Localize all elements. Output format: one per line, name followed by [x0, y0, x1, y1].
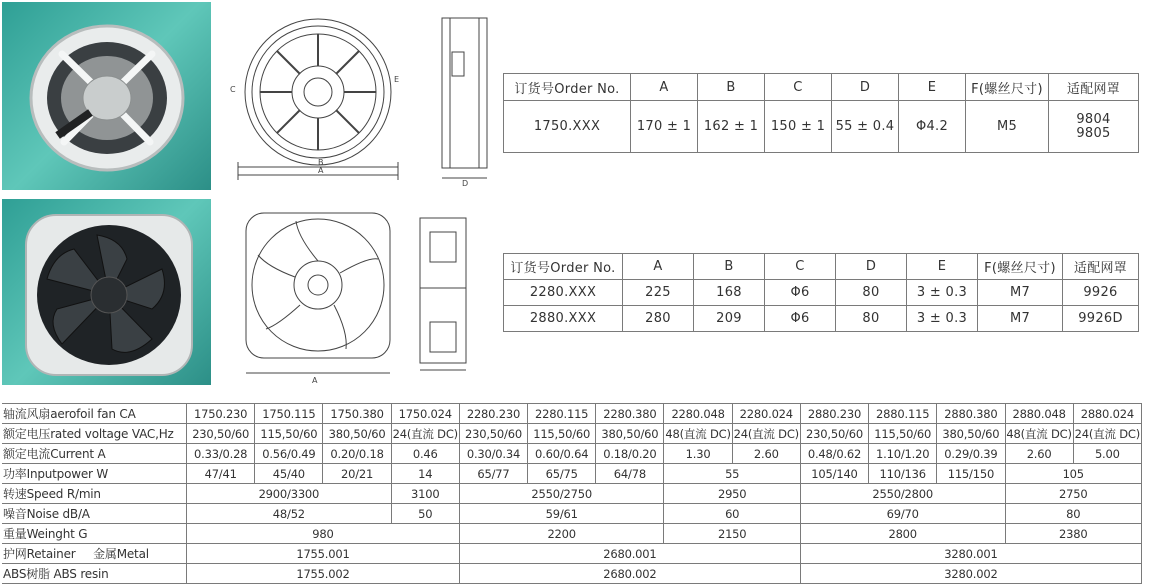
row-label: 轴流风扇aerofoil fan CA [2, 404, 187, 424]
dimension-table-2280-2880 [503, 253, 1139, 332]
header-a: A [623, 254, 694, 280]
retainer-cell: 3280.001 [800, 544, 1141, 564]
power-cell: 105/140 [800, 464, 868, 484]
table-cell: 150 ± 1 [765, 101, 832, 153]
header-f: F(螺丝尺寸) [978, 254, 1063, 280]
row-speed [2, 484, 1142, 504]
current-cell: 0.30/0.34 [459, 444, 527, 464]
table-cell: 3 ± 0.3 [907, 280, 978, 306]
table-cell: Φ4.2 [899, 101, 966, 153]
table-cell: 280 [623, 306, 694, 332]
header-c: C [765, 74, 832, 101]
current-cell: 0.46 [391, 444, 459, 464]
current-cell: 2.60 [732, 444, 800, 464]
model-cell: 2280.024 [732, 404, 800, 424]
model-cell: 2880.115 [869, 404, 937, 424]
model-cell: 2880.024 [1073, 404, 1141, 424]
table-cell: 170 ± 1 [631, 101, 698, 153]
row-voltage [2, 424, 1142, 444]
weight-cell: 2200 [459, 524, 664, 544]
header-d: D [832, 74, 899, 101]
speed-cell: 2950 [664, 484, 800, 504]
row-weight [2, 524, 1142, 544]
product-photo-1750 [2, 2, 211, 190]
current-cell: 0.18/0.20 [596, 444, 664, 464]
row-label: 转速Speed R/min [2, 484, 187, 504]
retainer-metal-label: 金属Metal [93, 546, 149, 561]
table-cell: 162 ± 1 [698, 101, 765, 153]
voltage-cell: 380,50/60 [937, 424, 1005, 444]
fan-1750-side-drawing [432, 12, 497, 187]
dimension-table-1750 [503, 73, 1139, 153]
row-noise [2, 504, 1142, 524]
row-label: 噪音Noise dB/A [2, 504, 187, 524]
abs-cell: 3280.002 [800, 564, 1141, 584]
power-cell: 105 [1005, 464, 1142, 484]
model-cell: 2880.048 [1005, 404, 1073, 424]
row-label: 额定电压rated voltage VAC,Hz [2, 424, 187, 444]
guard-value: 9805 [1076, 125, 1111, 141]
header-guard: 适配网罩 [1063, 254, 1139, 280]
voltage-cell: 24(直流 DC) [391, 424, 459, 444]
fan-1750-front-drawing [218, 12, 413, 187]
model-cell: 2280.380 [596, 404, 664, 424]
speed-cell: 3100 [391, 484, 459, 504]
row-label: 功率Inputpower W [2, 464, 187, 484]
table-cell: 55 ± 0.4 [832, 101, 899, 153]
dim-label-a2: A [312, 376, 318, 385]
table-cell: 2880.XXX [504, 306, 623, 332]
table-cell [1049, 101, 1139, 153]
table-cell: 168 [694, 280, 765, 306]
power-cell: 47/41 [187, 464, 255, 484]
current-cell: 5.00 [1073, 444, 1141, 464]
abs-cell: 1755.002 [187, 564, 460, 584]
row-label: 额定电流Current A [2, 444, 187, 464]
current-cell: 1.30 [664, 444, 732, 464]
dim-label-c: C [230, 85, 236, 94]
current-cell: 2.60 [1005, 444, 1073, 464]
table-cell: 1750.XXX [504, 101, 631, 153]
retainer-cell: 2680.001 [459, 544, 800, 564]
power-cell: 14 [391, 464, 459, 484]
spec-table [2, 403, 1142, 584]
power-cell: 64/78 [596, 464, 664, 484]
retainer-label: 护网Retainer [3, 546, 76, 561]
dim-label-d: D [462, 179, 469, 187]
row-label: ABS树脂 ABS resin [2, 564, 187, 584]
noise-cell: 60 [664, 504, 800, 524]
model-cell: 2880.230 [800, 404, 868, 424]
header-f: F(螺丝尺寸) [966, 74, 1049, 101]
weight-cell: 980 [187, 524, 460, 544]
model-cell: 2280.115 [528, 404, 596, 424]
row-power [2, 464, 1142, 484]
weight-cell: 2150 [664, 524, 800, 544]
voltage-cell: 230,50/60 [187, 424, 255, 444]
header-order-no: 订货号Order No. [504, 254, 623, 280]
table-cell: 80 [836, 306, 907, 332]
row-label: 重量Weinght G [2, 524, 187, 544]
header-c: C [765, 254, 836, 280]
voltage-cell: 115,50/60 [528, 424, 596, 444]
guard-value: 9804 [1076, 111, 1111, 127]
voltage-cell: 24(直流 DC) [732, 424, 800, 444]
power-cell: 45/40 [255, 464, 323, 484]
power-cell: 65/77 [459, 464, 527, 484]
voltage-cell: 115,50/60 [869, 424, 937, 444]
model-cell: 1750.380 [323, 404, 391, 424]
table-cell: 9926 [1063, 280, 1139, 306]
voltage-cell: 115,50/60 [255, 424, 323, 444]
power-cell: 55 [664, 464, 800, 484]
power-cell: 110/136 [869, 464, 937, 484]
speed-cell: 2550/2750 [459, 484, 664, 504]
header-e: E [899, 74, 966, 101]
dim-label-a: A [318, 166, 324, 175]
row-current [2, 444, 1142, 464]
row-abs [2, 564, 1142, 584]
product-photo-2280 [2, 199, 211, 385]
table-cell: Φ6 [765, 306, 836, 332]
noise-cell: 80 [1005, 504, 1142, 524]
table-cell: M7 [978, 306, 1063, 332]
model-cell: 1750.024 [391, 404, 459, 424]
fan-2280-side-drawing [412, 212, 474, 377]
row-model [2, 404, 1142, 424]
speed-cell: 2900/3300 [187, 484, 392, 504]
current-cell: 1.10/1.20 [869, 444, 937, 464]
fan-2280-front-drawing [238, 207, 398, 385]
weight-cell: 2380 [1005, 524, 1142, 544]
table-cell: 225 [623, 280, 694, 306]
current-cell: 0.60/0.64 [528, 444, 596, 464]
dim-label-e: E [394, 75, 400, 84]
table-cell: 2280.XXX [504, 280, 623, 306]
voltage-cell: 24(直流 DC) [1073, 424, 1141, 444]
table-cell: Φ6 [765, 280, 836, 306]
voltage-cell: 380,50/60 [323, 424, 391, 444]
noise-cell: 69/70 [800, 504, 1005, 524]
noise-cell: 48/52 [187, 504, 392, 524]
model-cell: 1750.115 [255, 404, 323, 424]
power-cell: 115/150 [937, 464, 1005, 484]
power-cell: 20/21 [323, 464, 391, 484]
voltage-cell: 380,50/60 [596, 424, 664, 444]
abs-cell: 2680.002 [459, 564, 800, 584]
voltage-cell: 230,50/60 [459, 424, 527, 444]
model-cell: 2280.048 [664, 404, 732, 424]
voltage-cell: 230,50/60 [800, 424, 868, 444]
header-b: B [698, 74, 765, 101]
header-e: E [907, 254, 978, 280]
table-cell: 209 [694, 306, 765, 332]
table-cell: M7 [978, 280, 1063, 306]
model-cell: 1750.230 [187, 404, 255, 424]
table-cell: 3 ± 0.3 [907, 306, 978, 332]
row-label [2, 544, 187, 564]
voltage-cell: 48(直流 DC) [664, 424, 732, 444]
weight-cell: 2800 [800, 524, 1005, 544]
header-b: B [694, 254, 765, 280]
header-a: A [631, 74, 698, 101]
voltage-cell: 48(直流 DC) [1005, 424, 1073, 444]
model-cell: 2880.380 [937, 404, 1005, 424]
row-retainer [2, 544, 1142, 564]
header-d: D [836, 254, 907, 280]
speed-cell: 2550/2800 [800, 484, 1005, 504]
model-cell: 2280.230 [459, 404, 527, 424]
noise-cell: 59/61 [459, 504, 664, 524]
current-cell: 0.33/0.28 [187, 444, 255, 464]
noise-cell: 50 [391, 504, 459, 524]
dim-label-b: B [318, 158, 324, 167]
current-cell: 0.29/0.39 [937, 444, 1005, 464]
header-guard: 适配网罩 [1049, 74, 1139, 101]
header-order-no: 订货号Order No. [504, 74, 631, 101]
power-cell: 65/75 [528, 464, 596, 484]
table-cell: 9926D [1063, 306, 1139, 332]
current-cell: 0.48/0.62 [800, 444, 868, 464]
retainer-cell: 1755.001 [187, 544, 460, 564]
table-cell: 80 [836, 280, 907, 306]
speed-cell: 2750 [1005, 484, 1142, 504]
table-cell: M5 [966, 101, 1049, 153]
current-cell: 0.20/0.18 [323, 444, 391, 464]
current-cell: 0.56/0.49 [255, 444, 323, 464]
